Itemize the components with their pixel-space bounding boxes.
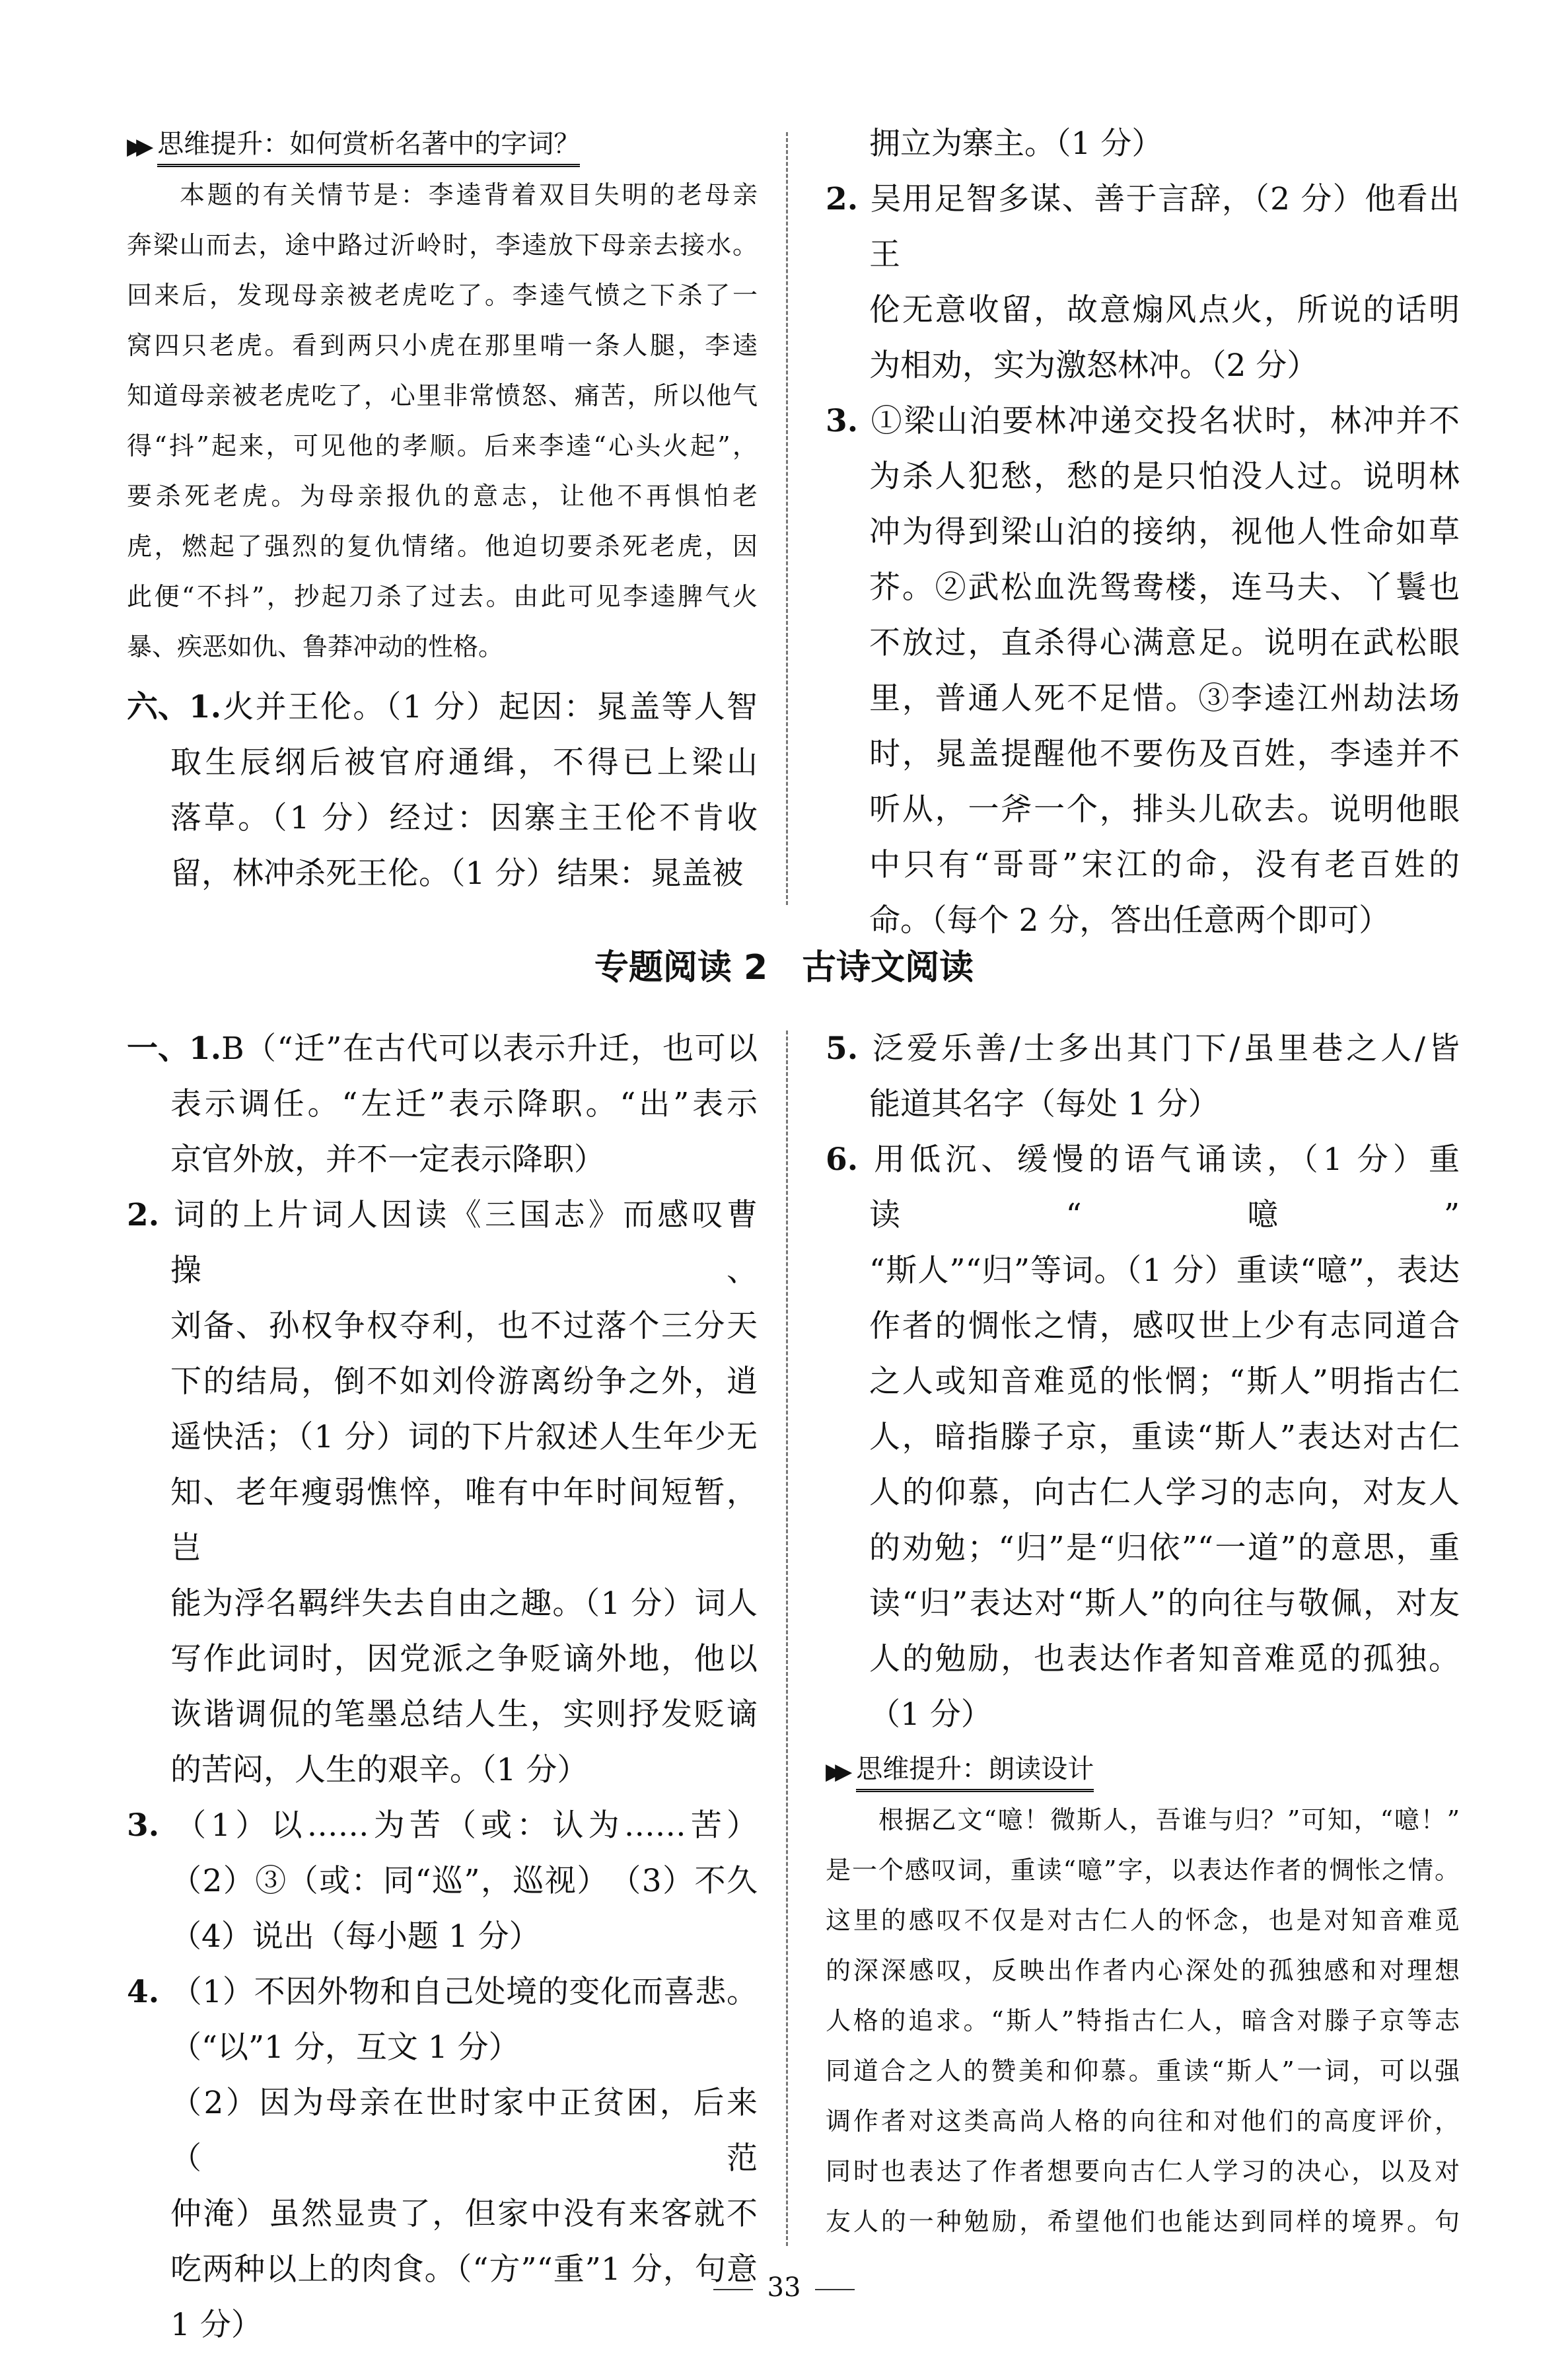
answer-text: ①梁山泊要林冲递交投名状时，林冲并不 bbox=[869, 403, 1460, 439]
tip-line: 是一个感叹词，重读“噫”字，以表达作者的惆怅之情。 bbox=[826, 1856, 1460, 1885]
answer-text: 京官外放，并不一定表示降职） bbox=[170, 1141, 605, 1178]
tip-title-text: 思维提升：朗读设计 bbox=[856, 1751, 1094, 1792]
answer-line bbox=[127, 1021, 758, 1077]
tip-line: 此便“不抖”，抄起刀杀了过去。由此可见李逵脾气火 bbox=[127, 582, 758, 611]
page-number-text: 33 bbox=[767, 2272, 801, 2303]
answer-line bbox=[826, 1021, 1460, 1077]
answer-line bbox=[826, 394, 1460, 449]
answer-text: 为杀人犯愁，愁的是只怕没人过。说明林 bbox=[869, 458, 1460, 495]
answer-text: （4）说出（每小题 1 分） bbox=[170, 1918, 540, 1955]
answer-line bbox=[869, 449, 1460, 505]
answer-line bbox=[869, 1687, 1460, 1743]
answer-line bbox=[869, 1521, 1460, 1576]
answer-text: 刘备、孙权争权夺利，也不过落个三分天 bbox=[170, 1308, 758, 1344]
answer-text: 吴用足智多谋、善于言辞，（2 分）他看出王 bbox=[869, 181, 1460, 273]
answer-text: （1）不因外物和自己处境的变化而喜悲。 bbox=[170, 1974, 758, 2010]
answer-line bbox=[826, 1132, 1460, 1243]
column-divider bbox=[786, 1031, 788, 2246]
answer-text: B（“迁”在古代可以表示升迁，也可以 bbox=[221, 1031, 758, 1067]
answer-text: 知、老年瘦弱憔悴，唯有中年时间短暂，岂 bbox=[170, 1474, 758, 1566]
answer-item bbox=[826, 172, 1460, 394]
tip-line: 暴、疾恶如仇、鲁莽冲动的性格。 bbox=[127, 632, 504, 661]
section-title: 专题阅读 2 古诗文阅读 bbox=[594, 948, 974, 988]
tip-line: 同时也表达了作者想要向古仁人学习的决心，以及对 bbox=[826, 2157, 1460, 2186]
question-number: 4. bbox=[127, 1974, 160, 2010]
answer-text: 留，林冲杀死王伦。（1 分）结果：晁盖被 bbox=[170, 855, 744, 892]
answer-line bbox=[170, 735, 758, 791]
answer-item bbox=[127, 680, 758, 902]
answer-text: “斯人”“归”等词。（1 分）重读“噫”，表达 bbox=[869, 1252, 1460, 1289]
answer-text: 命。（每个 2 分，答出任意两个即可） bbox=[869, 902, 1390, 939]
answer-line bbox=[170, 791, 758, 846]
answer-line bbox=[170, 2020, 758, 2076]
answer-item bbox=[826, 394, 1460, 949]
answer-text: 泛爱乐善/士多出其门下/虽里巷之人/皆 bbox=[869, 1031, 1460, 1067]
answer-line bbox=[170, 2187, 758, 2242]
answer-text: 吃两种以上的肉食。（“方”“重”1 分，句意 bbox=[170, 2251, 758, 2288]
answer-text: （1）以……为苦（或：认为……苦） bbox=[170, 1807, 758, 1844]
answer-list-bottom-left bbox=[127, 1021, 758, 2353]
answer-text: 听从，一斧一个，排头儿砍去。说明他眼 bbox=[869, 791, 1460, 828]
tip-line: 本题的有关情节是：李逵背着双目失明的老母亲 bbox=[180, 180, 758, 209]
top-left-column bbox=[127, 126, 758, 902]
tip-line: 得“抖”起来，可见他的孝顺。后来李逵“心头火起”， bbox=[127, 431, 758, 460]
answer-item bbox=[826, 116, 1460, 172]
question-number: 5. bbox=[826, 1031, 859, 1067]
tip-line: 同道合之人的赞美和仰慕。重读“斯人”一词，可以强 bbox=[826, 2056, 1460, 2085]
answer-text: 的劝勉；“归”是“归依”“一道”的意思，重 bbox=[869, 1530, 1460, 1566]
answer-line bbox=[127, 1965, 758, 2020]
answer-text: 拥立为寨主。（1 分） bbox=[869, 126, 1163, 162]
answer-text: 作者的惆怅之情，感叹世上少有志同道合 bbox=[869, 1308, 1460, 1344]
answer-text: 用低沉、缓慢的语气诵读，（1 分）重读“噫” bbox=[869, 1141, 1460, 1233]
answer-line bbox=[170, 1743, 758, 1798]
tip-line: 人格的追求。“斯人”特指古仁人，暗含对滕子京等志 bbox=[826, 2006, 1460, 2035]
tip-line: 知道母亲被老虎吃了，心里非常愤怒、痛苦，所以他气 bbox=[127, 381, 758, 410]
answer-line bbox=[127, 1798, 758, 1854]
tip-line: 虎，燃起了强烈的复仇情绪。他迫切要杀死老虎，因 bbox=[127, 532, 758, 561]
answer-text: 取生辰纲后被官府通缉，不得已上梁山 bbox=[170, 744, 758, 781]
answer-line bbox=[869, 116, 1460, 172]
answer-text: 写作此词时，因党派之争贬谪外地，他以 bbox=[170, 1641, 758, 1677]
answer-line bbox=[170, 2298, 758, 2353]
answer-line bbox=[869, 1410, 1460, 1465]
answer-text: 能为浮名羁绊失去自由之趣。（1 分）词人 bbox=[170, 1585, 758, 1622]
answer-text: 人的仰慕，向古仁人学习的志向，对友人 bbox=[869, 1474, 1460, 1511]
answer-line bbox=[170, 1410, 758, 1465]
answer-line bbox=[170, 1854, 758, 1909]
answer-text: 表示调任。“左迁”表示降职。“出”表示 bbox=[170, 1086, 758, 1122]
answer-text: 不放过，直杀得心满意足。说明在武松眼 bbox=[869, 625, 1460, 661]
answer-line bbox=[869, 338, 1460, 394]
answer-list-bottom-right bbox=[826, 1021, 1460, 1743]
answer-text: 火并王伦。（1 分）起因：晁盖等人智 bbox=[221, 689, 758, 725]
answer-text: （1 分） bbox=[869, 1696, 992, 1733]
dash-decoration bbox=[815, 2289, 855, 2290]
answer-text: 仲淹）虽然显贵了，但家中没有来客就不 bbox=[170, 2196, 758, 2232]
answer-item bbox=[826, 1021, 1460, 1132]
tip-title bbox=[127, 126, 758, 167]
answer-text: 落草。（1 分）经过：因寨主王伦不肯收 bbox=[170, 800, 758, 836]
tip-box-reading-words bbox=[127, 126, 758, 672]
answer-line bbox=[170, 1465, 758, 1576]
answer-line bbox=[869, 838, 1460, 893]
question-number: 六、1. bbox=[127, 689, 222, 725]
tip-line: 的深深感叹，反映出作者内心深处的孤独感和对理想 bbox=[826, 1956, 1460, 1985]
question-number: 3. bbox=[127, 1807, 160, 1844]
answer-text: 人，暗指滕子京，重读“斯人”表达对古仁 bbox=[869, 1419, 1460, 1455]
answer-line bbox=[170, 1132, 758, 1188]
answer-line bbox=[869, 560, 1460, 616]
answer-text: 冲为得到梁山泊的接纳，视他人性命如草 bbox=[869, 514, 1460, 550]
tip-body bbox=[127, 170, 758, 672]
answer-text: 下的结局，倒不如刘伶游离纷争之外，逍 bbox=[170, 1363, 758, 1400]
double-arrow-icon: ▶▶ bbox=[127, 133, 146, 160]
answer-text: 能道其名字（每处 1 分） bbox=[869, 1086, 1219, 1122]
answer-line bbox=[869, 1632, 1460, 1687]
question-number: 一、1. bbox=[127, 1031, 222, 1067]
answer-text: 遥快活；（1 分）词的下片叙述人生年少无 bbox=[170, 1419, 758, 1455]
answer-text: 1 分） bbox=[170, 2307, 262, 2343]
double-arrow-icon: ▶▶ bbox=[826, 1758, 845, 1785]
tip-body bbox=[826, 1795, 1460, 2247]
answer-line bbox=[869, 283, 1460, 338]
answer-line bbox=[170, 1632, 758, 1687]
question-number: 3. bbox=[826, 403, 859, 439]
answer-text: 里，普通人死不足惜。③李逵江州劫法场 bbox=[869, 680, 1460, 717]
bottom-right-column bbox=[826, 1021, 1460, 2247]
answer-text: （“以”1 分，互文 1 分） bbox=[170, 2029, 520, 2066]
question-number: 6. bbox=[826, 1141, 859, 1178]
answer-line bbox=[869, 505, 1460, 560]
answer-item bbox=[127, 1188, 758, 1798]
answer-line bbox=[170, 1909, 758, 1965]
answer-line bbox=[826, 172, 1460, 283]
answer-line bbox=[170, 2076, 758, 2187]
answer-line bbox=[170, 846, 758, 902]
answer-item bbox=[826, 1132, 1460, 1743]
tip-line: 要杀死老虎。为母亲报仇的意志，让他不再惧怕老 bbox=[127, 482, 758, 511]
answer-line bbox=[869, 1299, 1460, 1354]
answer-text: 芥。②武松血洗鸳鸯楼，连马夫、丫鬟也 bbox=[869, 569, 1460, 606]
answer-line bbox=[869, 1576, 1460, 1632]
question-number: 2. bbox=[826, 181, 859, 217]
answer-line bbox=[170, 1299, 758, 1354]
answer-line bbox=[127, 1188, 758, 1299]
tip-box-reading-design bbox=[826, 1751, 1460, 2247]
answer-line bbox=[869, 616, 1460, 671]
answer-line bbox=[869, 1465, 1460, 1521]
answer-line bbox=[869, 727, 1460, 782]
answer-item bbox=[127, 1798, 758, 1965]
tip-line: 这里的感叹不仅是对古仁人的怀念，也是对知音难觅 bbox=[826, 1906, 1460, 1935]
answer-text: 读“归”表达对“斯人”的向往与敬佩，对友 bbox=[869, 1585, 1460, 1622]
tip-line: 窝四只老虎。看到两只小虎在那里啃一条人腿，李逵 bbox=[127, 331, 758, 360]
answer-line bbox=[170, 1354, 758, 1410]
tip-title-text: 思维提升：如何赏析名著中的字词？ bbox=[157, 126, 580, 167]
answer-line bbox=[869, 1354, 1460, 1410]
answer-line bbox=[869, 1243, 1460, 1299]
tip-line: 根据乙文“噫！微斯人，吾谁与归？”可知，“噫！” bbox=[878, 1805, 1460, 1834]
answer-text: 词的上片词人因读《三国志》而感叹曹操、 bbox=[170, 1197, 758, 1289]
answer-line bbox=[869, 782, 1460, 838]
answer-text: 人的勉励，也表达作者知音难觅的孤独。 bbox=[869, 1641, 1460, 1677]
answer-line bbox=[127, 680, 758, 735]
answer-list-top-left bbox=[127, 680, 758, 902]
tip-line: 奔梁山而去，途中路过沂岭时，李逵放下母亲去接水。 bbox=[127, 231, 758, 260]
tip-line: 回来后，发现母亲被老虎吃了。李逵气愤之下杀了一 bbox=[127, 281, 758, 310]
answer-text: （2）③（或：同“巡”，巡视） （3）不久 bbox=[170, 1863, 758, 1899]
page-number bbox=[0, 2272, 1568, 2303]
column-divider bbox=[786, 132, 788, 905]
answer-text: 的苦闷，人生的艰辛。（1 分） bbox=[170, 1752, 588, 1788]
answer-text: 之人或知音难觅的怅惘；“斯人”明指古仁 bbox=[869, 1363, 1460, 1400]
answer-text: 诙谐调侃的笔墨总结人生，实则抒发贬谪 bbox=[170, 1696, 758, 1733]
tip-line: 调作者对这类高尚人格的向往和对他们的高度评价， bbox=[826, 2107, 1460, 2136]
answer-line bbox=[869, 671, 1460, 727]
answer-line bbox=[170, 1687, 758, 1743]
answer-text: 时，晁盖提醒他不要伤及百姓，李逵并不 bbox=[869, 736, 1460, 772]
answer-list-top-right bbox=[826, 116, 1460, 949]
answer-text: 为相劝，实为激怒林冲。（2 分） bbox=[869, 347, 1318, 384]
dash-decoration bbox=[713, 2289, 753, 2290]
tip-title bbox=[826, 1751, 1460, 1792]
answer-item bbox=[127, 1021, 758, 1188]
question-number: 2. bbox=[127, 1197, 160, 1233]
answer-line bbox=[170, 1576, 758, 1632]
answer-line bbox=[170, 1077, 758, 1132]
answer-line bbox=[869, 1077, 1460, 1132]
tip-line: 友人的一种勉励，希望他们也能达到同样的境界。句 bbox=[826, 2207, 1460, 2236]
answer-text: 伦无意收留，故意煽风点火，所说的话明 bbox=[869, 292, 1460, 328]
answer-text: （2）因为母亲在世时家中正贫困，后来（范 bbox=[170, 2085, 758, 2177]
answer-text: 中只有“哥哥”宋江的命，没有老百姓的 bbox=[869, 847, 1460, 883]
